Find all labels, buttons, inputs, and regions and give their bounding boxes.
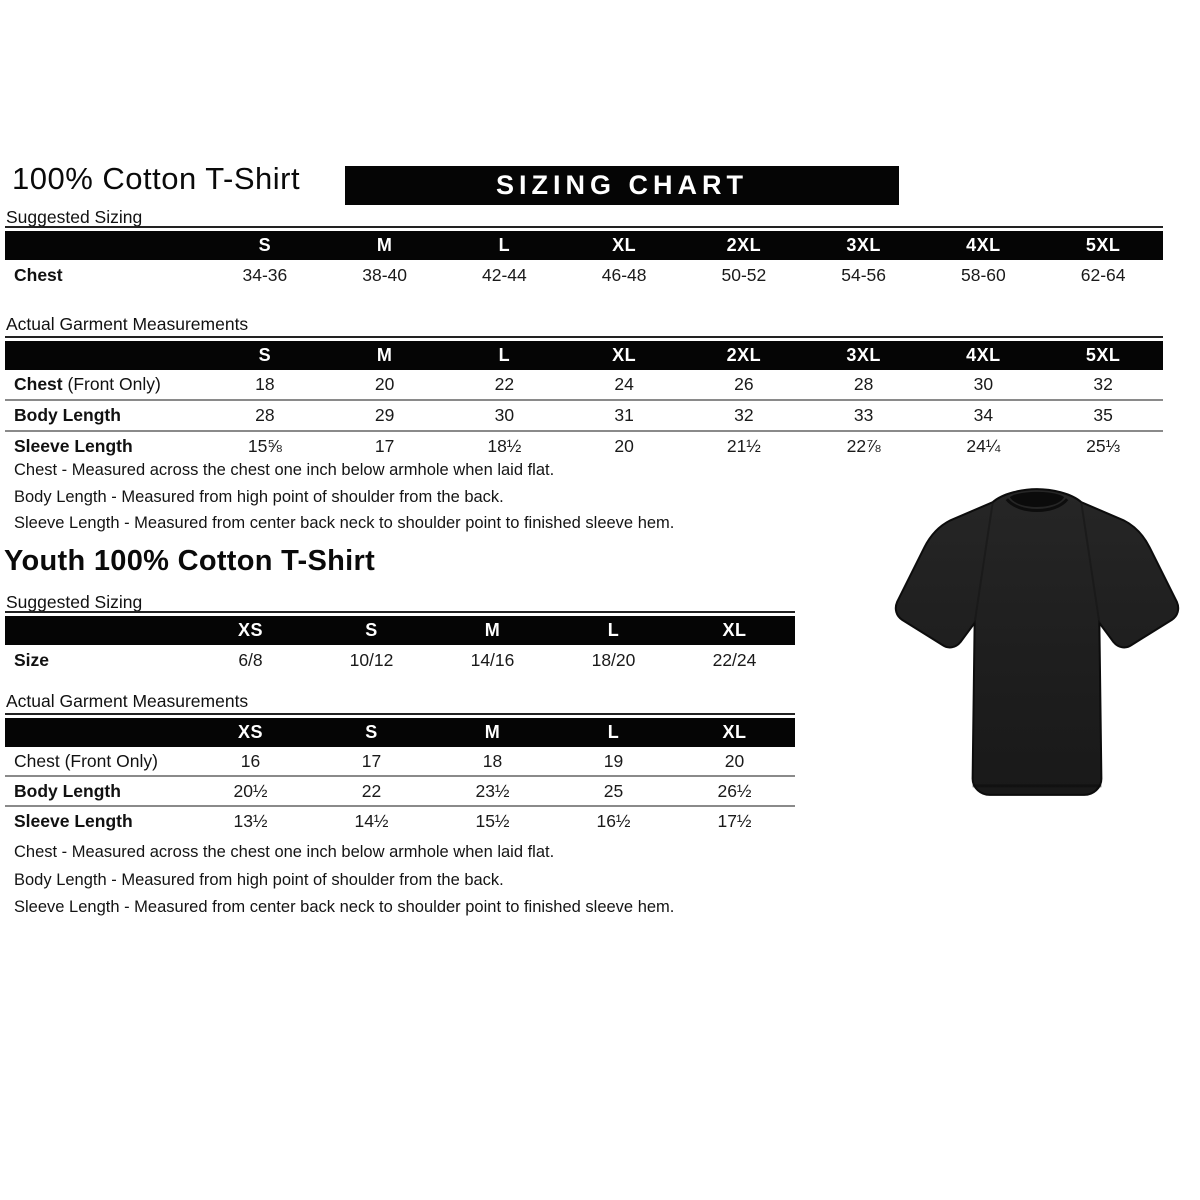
measurement-cell: 18/20 bbox=[591, 650, 636, 670]
measurement-cell: 54-56 bbox=[841, 265, 886, 285]
sizing-chart-banner: SIZING CHART bbox=[345, 166, 899, 205]
size-column-header: XL bbox=[722, 620, 747, 640]
measurement-cell: 17 bbox=[361, 750, 382, 771]
note-body-length: Body Length - Measured from high point of shoulder from the back. bbox=[14, 870, 504, 889]
youth-suggested-sizing-table bbox=[5, 611, 795, 676]
measurement-cell: 17½ bbox=[717, 810, 752, 831]
note-sleeve-length: Sleeve Length - Measured from center back neck to shoulder point to finished sleeve hem. bbox=[14, 514, 675, 532]
measurement-cell: 26 bbox=[734, 374, 754, 394]
table-row-chest bbox=[5, 260, 1163, 291]
measurement-cell: 10/12 bbox=[349, 650, 394, 670]
measurement-cell: 30 bbox=[973, 374, 994, 394]
measurement-cell: 16 bbox=[240, 750, 261, 771]
table-row-body-length bbox=[5, 775, 795, 805]
measurement-cell: 18½ bbox=[487, 436, 522, 456]
measurement-cell: 15½ bbox=[475, 810, 510, 831]
size-column-header: XL bbox=[612, 345, 637, 365]
measurement-cell: 22 bbox=[494, 374, 515, 394]
table-row-chest bbox=[5, 747, 795, 775]
adult-actual-measurements-label: Actual Garment Measurements bbox=[6, 314, 249, 334]
size-column-header: 3XL bbox=[846, 235, 881, 255]
note-sleeve-length: Sleeve Length - Measured from center back neck to shoulder point to finished sleeve hem. bbox=[14, 898, 675, 916]
measurement-cell: 33 bbox=[853, 405, 874, 425]
measurement-cell: 38-40 bbox=[362, 265, 407, 285]
size-column-header: 4XL bbox=[966, 345, 1001, 365]
measurement-cell: 22⅞ bbox=[846, 436, 881, 456]
size-column-header: L bbox=[498, 235, 511, 255]
youth-actual-measurements-table bbox=[5, 713, 795, 835]
measurement-cell: 32 bbox=[734, 405, 754, 425]
measurement-cell: 19 bbox=[603, 750, 624, 771]
table-row-body-length bbox=[5, 399, 1163, 430]
row-label: Chest bbox=[14, 265, 63, 285]
measurement-cell: 17 bbox=[374, 436, 395, 456]
measurement-cell: 58-60 bbox=[960, 265, 1006, 285]
measurement-cell: 14/16 bbox=[470, 650, 515, 670]
measurement-cell: 50-52 bbox=[721, 265, 767, 285]
table-header-row bbox=[5, 231, 1163, 260]
note-chest: Chest - Measured across the chest one inch below armhole when laid flat. bbox=[14, 461, 555, 479]
table-row-sleeve-length bbox=[5, 430, 1163, 461]
size-column-header: M bbox=[484, 722, 501, 742]
tshirt-body bbox=[896, 489, 1178, 795]
adult-suggested-sizing-table bbox=[5, 226, 1163, 291]
measurement-cell: 25⅓ bbox=[1086, 436, 1121, 456]
measurement-cell: 62-64 bbox=[1080, 265, 1126, 285]
measurement-cell: 26½ bbox=[717, 780, 752, 801]
measurement-cell: 34-36 bbox=[242, 265, 288, 285]
measurement-cell: 21½ bbox=[726, 436, 761, 456]
size-column-header: 4XL bbox=[966, 235, 1001, 255]
row-label: Body Length bbox=[14, 780, 121, 801]
measurement-cell: 24¼ bbox=[966, 436, 1001, 456]
table-row-size bbox=[5, 645, 795, 676]
note-chest: Chest - Measured across the chest one inch below armhole when laid flat. bbox=[14, 843, 555, 861]
size-column-header: 2XL bbox=[726, 345, 762, 365]
adult-suggested-sizing-label: Suggested Sizing bbox=[6, 207, 143, 227]
measurement-cell: 18 bbox=[482, 750, 503, 771]
youth-suggested-sizing-label: Suggested Sizing bbox=[6, 592, 143, 612]
measurement-cell: 46-48 bbox=[601, 265, 647, 285]
measurement-cell: 25 bbox=[603, 780, 624, 801]
adult-title: 100% Cotton T-Shirt bbox=[12, 161, 301, 196]
size-column-header: L bbox=[607, 722, 620, 742]
youth-actual-measurements-label: Actual Garment Measurements bbox=[6, 691, 249, 711]
table-header-row bbox=[5, 341, 1163, 370]
size-column-header: 3XL bbox=[846, 345, 881, 365]
tshirt-image bbox=[876, 472, 1198, 814]
measurement-cell: 28 bbox=[853, 374, 874, 394]
measurement-cell: 42-44 bbox=[481, 265, 527, 285]
measurement-cell: 20 bbox=[724, 750, 745, 771]
size-column-header: S bbox=[365, 620, 378, 640]
youth-measurement-notes bbox=[14, 843, 674, 926]
row-label: Chest (Front Only) bbox=[14, 374, 161, 394]
size-column-header: M bbox=[376, 235, 393, 255]
adult-measurement-notes bbox=[14, 461, 674, 541]
table-header-row bbox=[5, 616, 795, 645]
measurement-cell: 14½ bbox=[354, 810, 389, 831]
measurement-cell: 22 bbox=[361, 780, 382, 801]
measurement-cell: 30 bbox=[494, 405, 515, 425]
table-header-row bbox=[5, 718, 795, 747]
size-column-header: 5XL bbox=[1085, 235, 1121, 255]
measurement-cell: 32 bbox=[1093, 374, 1113, 394]
size-column-header: S bbox=[365, 722, 378, 742]
size-column-header: M bbox=[484, 620, 501, 640]
measurement-cell: 13½ bbox=[233, 810, 268, 831]
measurement-cell: 20 bbox=[614, 436, 634, 456]
row-label: Sleeve Length bbox=[14, 810, 133, 831]
size-column-header: XS bbox=[237, 620, 263, 640]
row-label: Sleeve Length bbox=[14, 436, 133, 456]
size-column-header: 2XL bbox=[726, 235, 762, 255]
table-row-chest bbox=[5, 370, 1163, 399]
note-body-length: Body Length - Measured from high point of shoulder from the back. bbox=[14, 487, 504, 506]
measurement-cell: 20½ bbox=[233, 780, 268, 801]
measurement-cell: 34 bbox=[973, 405, 994, 425]
size-column-header: XL bbox=[722, 722, 747, 742]
size-column-header: M bbox=[376, 345, 393, 365]
measurement-cell: 31 bbox=[614, 405, 634, 425]
row-label: Size bbox=[14, 650, 50, 670]
size-column-header: L bbox=[607, 620, 620, 640]
measurement-cell: 24 bbox=[614, 374, 634, 394]
measurement-cell: 23½ bbox=[475, 780, 510, 801]
size-column-header: XL bbox=[612, 235, 637, 255]
adult-actual-measurements-table bbox=[5, 336, 1163, 461]
size-column-header: XS bbox=[237, 722, 263, 742]
measurement-cell: 18 bbox=[255, 374, 275, 394]
measurement-cell: 28 bbox=[255, 405, 275, 425]
size-column-header: L bbox=[498, 345, 511, 365]
table-row-sleeve-length bbox=[5, 805, 795, 835]
size-column-header: 5XL bbox=[1085, 345, 1121, 365]
size-column-header: S bbox=[258, 235, 272, 255]
measurement-cell: 29 bbox=[374, 405, 395, 425]
measurement-cell: 15⅝ bbox=[247, 436, 282, 456]
measurement-cell: 6/8 bbox=[238, 650, 263, 670]
measurement-cell: 20 bbox=[374, 374, 395, 394]
youth-title: Youth 100% Cotton T-Shirt bbox=[4, 545, 376, 577]
measurement-cell: 35 bbox=[1093, 405, 1113, 425]
measurement-cell: 22/24 bbox=[712, 650, 757, 670]
row-label: Chest (Front Only) bbox=[14, 750, 158, 771]
measurement-cell: 16½ bbox=[596, 810, 631, 831]
size-column-header: S bbox=[258, 345, 272, 365]
row-label: Body Length bbox=[14, 405, 121, 425]
